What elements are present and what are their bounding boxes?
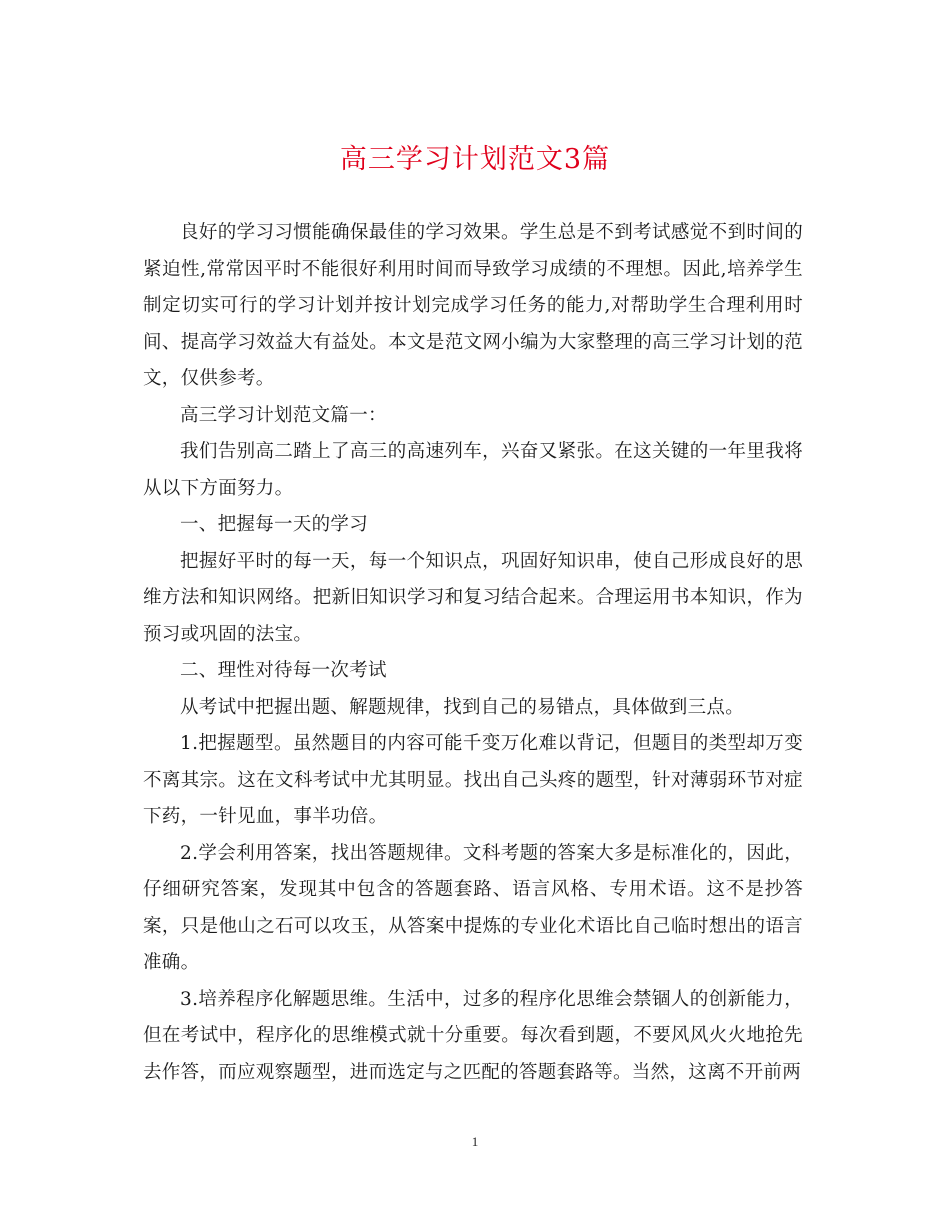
paragraph-exams: 从考试中把握出题、解题规律，找到自己的易错点，具体做到三点。: [180, 696, 745, 718]
paragraph-point-1: 1.把握题型。虽然题目的内容可能千变万化难以背记，但题目的类型却万变不离其宗。这在文科考试中尤其明显。找出自己头疼的题型，针对薄弱环节对症下药，一针见血，事半功倍。: [143, 733, 803, 827]
paragraph-intro: 良好的学习习惯能确保最佳的学习效果。学生总是不到考试感觉不到时间的紧迫性,常常因平时不能很好利用时间而导致学习成绩的不理想。因此,培养学生制定切实可行的学习计划并按计划完成学习任务的能力,对帮助学生合理利用时间、提高学习效益大有益处。本文是范文网小编为大家整理的高三学习计划的范文，仅供参考。: [143, 222, 803, 389]
paragraph-heading-daily-study: 一、把握每一天的学习: [180, 514, 369, 535]
paragraph-heading-exams: 二、理性对待每一次考试: [180, 660, 387, 681]
document-body: [143, 215, 803, 1091]
paragraph-opening: 我们告别高二踏上了高三的高速列车，兴奋又紧张。在这关键的一年里我将从以下方面努力。: [143, 441, 803, 499]
paragraph-point-3: 3.培养程序化解题思维。生活中，过多的程序化思维会禁锢人的创新能力，但在考试中，程序化的思维模式就十分重要。每次看到题，不要风风火火地抢先去作答，而应观察题型，进而选定与之匹配的答题套路等。当然，这离不开前两: [143, 988, 803, 1083]
paragraph-point-2: 2.学会利用答案，找出答题规律。文科考题的答案大多是标准化的，因此，仔细研究答案，发现其中包含的答题套路、语言风格、专用术语。这不是抄答案，只是他山之石可以攻玉，从答案中提炼的专业化术语比自己临时想出的语言准确。: [143, 842, 803, 973]
page-number: 1: [471, 1134, 479, 1149]
paragraph-daily-study: 把握好平时的每一天，每一个知识点，巩固好知识串，使自己形成良好的思维方法和知识网络。把新旧知识学习和复习结合起来。合理运用书本知识，作为预习或巩固的法宝。: [143, 550, 803, 645]
page-title: 高三学习计划范文3篇: [339, 144, 611, 175]
paragraph-section-heading-1: 高三学习计划范文篇一：: [180, 404, 387, 426]
